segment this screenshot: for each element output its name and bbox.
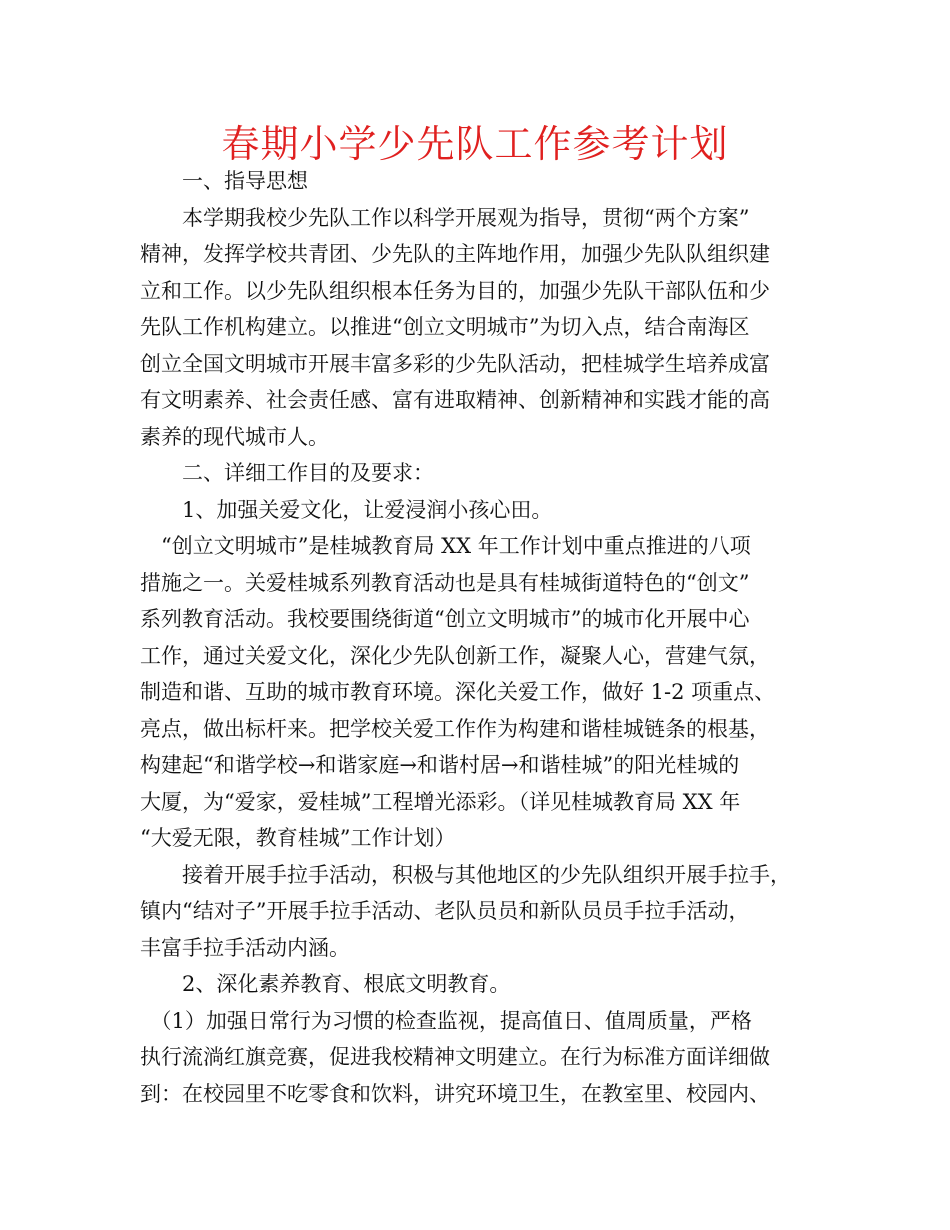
text-line: 系列教育活动。我校要围绕街道“创立文明城市”的城市化开展中心 (140, 607, 750, 631)
text-line: 一、指导思想 (140, 169, 308, 193)
text-line: “大爱无限，教育桂城”工作计划） (140, 826, 456, 850)
document-title: 春期小学少先队工作参考计划 (221, 122, 729, 166)
text-line: 创立全国文明城市开展丰富多彩的少先队活动，把桂城学生培养成富 (140, 351, 770, 376)
text-line: 立和工作。以少先队组织根本任务为目的，加强少先队干部队伍和少 (140, 278, 770, 303)
text-line: 有文明素养、社会责任感、富有进取精神、创新精神和实践才能的高 (140, 388, 770, 412)
text-line: 工作，通过关爱文化，深化少先队创新工作，凝聚人心，营建气氛， (140, 643, 770, 668)
text-line: 二、详细工作目的及要求： (140, 461, 434, 485)
text-line: 大厦，为“爱家，爱桂城”工程增光添彩。（详见桂城教育局 XX 年 (140, 789, 741, 814)
text-line: 亮点，做出标杆来。把学校关爱工作作为构建和谐桂城链条的根基， (140, 716, 770, 741)
text-line: 镇内“结对子”开展手拉手活动、老队员员和新队员员手拉手活动， (140, 899, 750, 923)
text-line: 2、深化素养教育、根底文明教育。 (140, 972, 511, 996)
text-line: （1）加强日常行为习惯的检查监视，提高值日、值周质量，严格 (140, 1008, 752, 1033)
text-line: 1、加强关爱文化，让爱浸润小孩心田。 (140, 497, 553, 522)
text-line: 构建起“和谐学校→和谐家庭→和谐村居→和谐桂城”的阳光桂城的 (140, 753, 740, 777)
text-line: 接着开展手拉手活动，积极与其他地区的少先队组织开展手拉手， (140, 862, 791, 887)
document-body (140, 163, 820, 1112)
text-line: 先队工作机构建立。以推进“创立文明城市”为切入点，结合南海区 (140, 315, 750, 339)
text-line: 措施之一。关爱桂城系列教育活动也是具有桂城街道特色的“创文” (140, 570, 750, 595)
text-line: 制造和谐、互助的城市教育环境。深化关爱工作，做好 1-2 项重点、 (140, 680, 776, 704)
text-line: 本学期我校少先队工作以科学开展观为指导，贯彻“两个方案” (140, 205, 750, 230)
text-line: 到：在校园里不吃零食和饮料，讲究环境卫生，在教室里、校园内、 (140, 1081, 770, 1106)
text-line: 丰富手拉手活动内涵。 (140, 935, 350, 960)
text-line: 素养的现代城市人。 (140, 424, 329, 449)
text-line: “创立文明城市”是桂城教育局 XX 年工作计划中重点推进的八项 (140, 534, 751, 558)
text-line: 执行流淌红旗竞赛，促进我校精神文明建立。在行为标准方面详细做 (140, 1045, 770, 1069)
text-line: 精神，发挥学校共青团、少先队的主阵地作用，加强少先队队组织建 (140, 242, 770, 266)
